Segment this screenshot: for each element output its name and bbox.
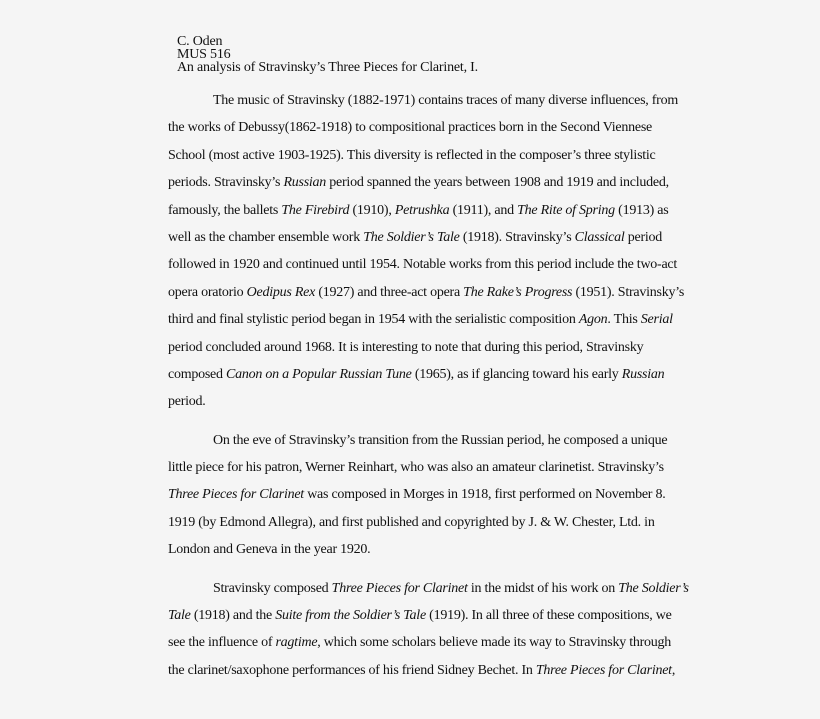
- text-run: in the midst of his work on: [467, 580, 619, 596]
- text-run: . This: [607, 312, 641, 328]
- text-run: (1919). In all three of these compositions, we: [425, 608, 672, 624]
- text-run: period: [624, 229, 663, 245]
- text-run: composed: [168, 366, 227, 382]
- text-run: London and Geneva in the year 1920.: [168, 542, 371, 558]
- text-line: [168, 173, 768, 200]
- italic-title: The Firebird: [281, 202, 350, 218]
- course-code: MUS 516: [177, 47, 231, 62]
- italic-title: The Soldier’s Tale: [363, 229, 460, 245]
- text-line: [168, 283, 768, 310]
- text-line: [168, 606, 768, 633]
- text-run: well as the chamber ensemble work: [168, 229, 364, 245]
- text-run: The music of Stravinsky (1882-1971) contains traces of many diverse influences, from: [213, 93, 678, 108]
- document-header: [177, 35, 478, 74]
- text-line: [168, 392, 768, 419]
- italic-title: Classical: [574, 229, 625, 245]
- text-run: was composed in Morges in 1918, first performed on November 8.: [303, 487, 666, 503]
- text-line: [168, 513, 768, 540]
- text-run: (1911), and: [449, 202, 518, 218]
- italic-title: Suite from the Soldier’s Tale: [275, 608, 426, 624]
- paragraph: [168, 579, 768, 689]
- text-run: (1951). Stravinsky’s: [572, 284, 685, 300]
- text-line: [168, 661, 768, 688]
- text-run: followed in 1920 and continued until 1954. Notable works from this period include the two-act: [168, 257, 678, 273]
- italic-title: Three Pieces for Clarinet: [535, 662, 672, 678]
- paragraph-gap: [168, 420, 768, 431]
- text-line: [168, 255, 768, 282]
- text-line: [168, 201, 768, 228]
- italic-title: The Soldier’s: [618, 580, 689, 596]
- italic-title: Russian: [621, 366, 665, 382]
- text-run: periods. Stravinsky’s: [168, 175, 284, 191]
- italic-title: Russian: [283, 175, 327, 191]
- text-run: period concluded around 1968. It is interesting to note that during this period, Stravinsky: [168, 339, 644, 355]
- italic-title: Petrushka: [394, 202, 450, 218]
- document-title: An analysis of Stravinsky’s Three Pieces for Clarinet, I.: [177, 60, 478, 75]
- text-line: [168, 310, 768, 337]
- italic-title: ragtime: [275, 635, 318, 651]
- italic-title: The Rite of Spring: [517, 202, 615, 218]
- text-run: period.: [168, 394, 206, 410]
- italic-title: Three Pieces for Clarinet: [168, 487, 304, 503]
- text-run: (1913) as: [614, 202, 669, 218]
- text-line: [168, 91, 768, 118]
- text-run: (1918) and the: [190, 608, 276, 624]
- italic-title: Canon on a Popular Russian Tune: [226, 366, 412, 382]
- text-line: [168, 579, 768, 606]
- italic-title: Agon: [578, 312, 608, 328]
- text-run: (1910),: [349, 202, 395, 218]
- text-run: , which some scholars believe made its way to Stravinsky through: [317, 635, 672, 651]
- text-line: [168, 228, 768, 255]
- text-run: famously, the ballets: [168, 202, 282, 218]
- text-run: period spanned the years between 1908 and 1919 and included,: [326, 175, 669, 191]
- text-run: the works of Debussy(1862-1918) to compositional practices born in the Second Viennese: [168, 120, 653, 136]
- text-run: 1919 (by Edmond Allegra), and first published and copyrighted by J. & W. Chester, Ltd. in: [168, 514, 655, 530]
- text-run: School (most active 1903-1925). This diversity is reflected in the composer’s three stylistic: [168, 147, 656, 163]
- text-run: On the eve of Stravinsky’s transition from the Russian period, he composed a unique: [213, 432, 668, 448]
- text-run: (1918). Stravinsky’s: [459, 229, 575, 245]
- text-run: (1927) and three-act opera: [315, 284, 464, 300]
- paragraph: [168, 431, 768, 568]
- text-line: [168, 633, 768, 660]
- text-line: [168, 485, 768, 512]
- text-line: [168, 338, 768, 365]
- italic-title: Tale: [168, 608, 191, 624]
- document-body: [168, 91, 768, 688]
- text-line: [168, 540, 768, 567]
- text-line: [168, 431, 768, 458]
- italic-title: Three Pieces for Clarinet: [331, 580, 468, 596]
- text-line: [168, 458, 768, 485]
- paragraph: [168, 91, 768, 420]
- text-run: the clarinet/saxophone performances of his friend Sidney Bechet. In: [168, 662, 536, 678]
- text-run: Stravinsky composed: [213, 580, 332, 596]
- text-line: [168, 118, 768, 145]
- paragraph-gap: [168, 568, 768, 579]
- text-run: opera oratorio: [168, 284, 247, 300]
- text-run: ,: [671, 662, 676, 678]
- italic-title: Serial: [640, 312, 673, 328]
- italic-title: Oedipus Rex: [246, 284, 316, 300]
- text-line: [168, 365, 768, 392]
- text-run: little piece for his patron, Werner Reinhart, who was also an amateur clarinetist. Stravinsky’s: [168, 460, 664, 476]
- text-run: see the influence of: [168, 635, 276, 651]
- text-line: [168, 146, 768, 173]
- text-run: (1965), as if glancing toward his early: [411, 366, 622, 382]
- italic-title: The Rake’s Progress: [463, 284, 573, 300]
- author-name: C. Oden: [177, 34, 223, 49]
- text-run: third and final stylistic period began in 1954 with the serialistic composition: [168, 312, 579, 328]
